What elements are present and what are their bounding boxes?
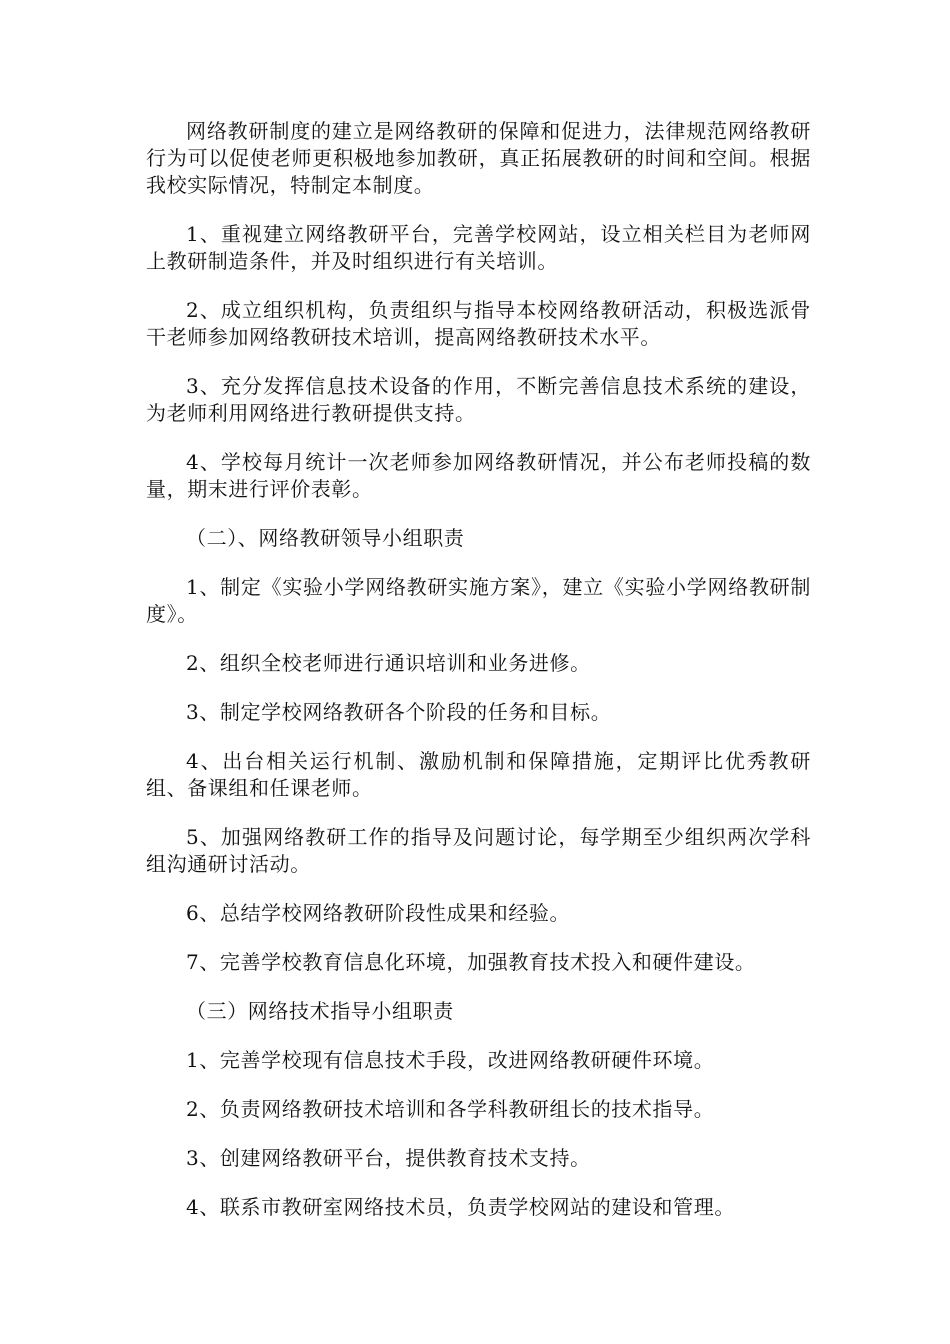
technical-item-3: 3、创建网络教研平台，提供教育技术支持。 — [186, 1146, 591, 1170]
section-heading-technical: （三）网络技术指导小组职责 — [186, 999, 454, 1023]
leadership-item-5: 5、加强网络教研工作的指导及问题讨论，每学期至少组织两次学科组沟通研讨活动。 — [146, 825, 811, 876]
leadership-item-2: 2、组织全校老师进行通识培训和业务进修。 — [186, 651, 591, 675]
technical-item-1: 1、完善学校现有信息技术手段，改进网络教研硬件环境。 — [186, 1048, 715, 1072]
rule-paragraph-4: 4、学校每月统计一次老师参加网络教研情况，并公布老师投稿的数量，期末进行评价表彰。 — [146, 450, 811, 501]
leadership-item-6: 6、总结学校网络教研阶段性成果和经验。 — [186, 901, 571, 925]
leadership-item-3: 3、制定学校网络教研各个阶段的任务和目标。 — [186, 700, 612, 724]
rule-paragraph-2: 2、成立组织机构，负责组织与指导本校网络教研活动，积极选派骨干老师参加网络教研技术培训，提高网络教研技术水平。 — [146, 298, 811, 349]
document-page — [146, 118, 811, 1243]
technical-item-4: 4、联系市教研室网络技术员，负责学校网站的建设和管理。 — [186, 1195, 735, 1219]
section-heading-leadership: （二）、网络教研领导小组职责 — [186, 526, 465, 550]
rule-paragraph-3: 3、充分发挥信息技术设备的作用，不断完善信息技术系统的建设，为老师利用网络进行教研提供支持。 — [146, 374, 811, 425]
rule-paragraph-1: 1、重视建立网络教研平台，完善学校网站，设立相关栏目为老师网上教研制造条件，并及时组织进行有关培训。 — [146, 222, 811, 273]
leadership-item-7: 7、完善学校教育信息化环境，加强教育技术投入和硬件建设。 — [186, 950, 756, 974]
leadership-item-4: 4、出台相关运行机制、激励机制和保障措施，定期评比优秀教研组、备课组和任课老师。 — [146, 749, 811, 800]
intro-paragraph: 网络教研制度的建立是网络教研的保障和促进力，法律规范网络教研行为可以促使老师更积极地参加教研，真正拓展教研的时间和空间。根据我校实际情况，特制定本制度。 — [146, 119, 811, 197]
technical-item-2: 2、负责网络教研技术培训和各学科教研组长的技术指导。 — [186, 1097, 715, 1121]
leadership-item-1: 1、制定《实验小学网络教研实施方案》，建立《实验小学网络教研制度》。 — [146, 575, 811, 626]
